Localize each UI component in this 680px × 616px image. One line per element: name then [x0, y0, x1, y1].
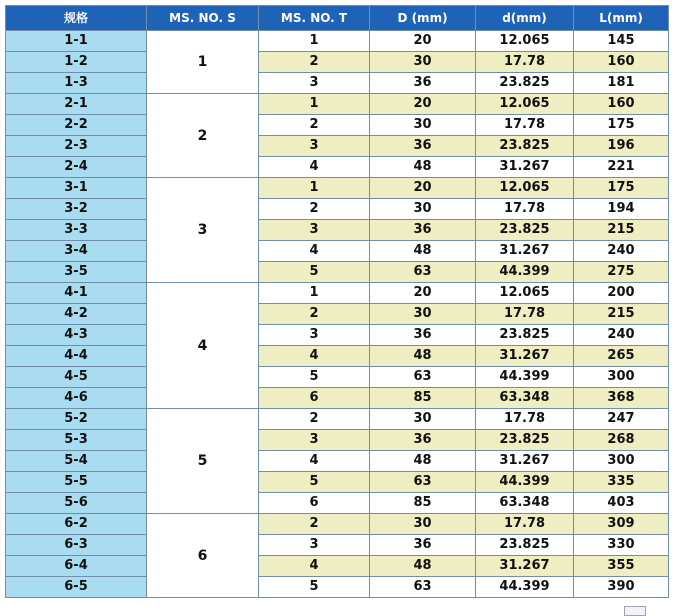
ms-no-t-cell: 6 [259, 388, 370, 409]
inner-diameter-cell: 23.825 [476, 220, 574, 241]
length-cell: 175 [574, 178, 669, 199]
spec-cell: 5-6 [6, 493, 147, 514]
ms-no-t-cell: 4 [259, 556, 370, 577]
spec-cell: 4-2 [6, 304, 147, 325]
table-row [6, 493, 669, 514]
inner-diameter-cell: 23.825 [476, 325, 574, 346]
table-row [6, 535, 669, 556]
inner-diameter-cell: 63.348 [476, 493, 574, 514]
spec-cell: 6-3 [6, 535, 147, 556]
table-body [6, 31, 669, 598]
spec-cell: 5-3 [6, 430, 147, 451]
ms-no-s-cell: 2 [147, 94, 259, 178]
outer-diameter-cell: 63 [370, 367, 476, 388]
outer-diameter-cell: 20 [370, 283, 476, 304]
table-row [6, 178, 669, 199]
ms-no-t-cell: 3 [259, 430, 370, 451]
table-row [6, 451, 669, 472]
inner-diameter-cell: 12.065 [476, 283, 574, 304]
spec-cell: 3-4 [6, 241, 147, 262]
length-cell: 196 [574, 136, 669, 157]
length-cell: 309 [574, 514, 669, 535]
ms-no-t-cell: 2 [259, 514, 370, 535]
spec-cell: 1-2 [6, 52, 147, 73]
spec-cell: 1-1 [6, 31, 147, 52]
length-cell: 368 [574, 388, 669, 409]
table-row [6, 94, 669, 115]
spec-cell: 4-6 [6, 388, 147, 409]
spec-table [5, 5, 669, 598]
spec-cell: 5-4 [6, 451, 147, 472]
length-cell: 247 [574, 409, 669, 430]
header-outer-diameter: D (mm) [370, 6, 476, 31]
inner-diameter-cell: 31.267 [476, 241, 574, 262]
outer-diameter-cell: 36 [370, 430, 476, 451]
ms-no-s-cell: 4 [147, 283, 259, 409]
length-cell: 403 [574, 493, 669, 514]
ms-no-t-cell: 1 [259, 283, 370, 304]
table-row [6, 220, 669, 241]
spec-cell: 2-1 [6, 94, 147, 115]
length-cell: 300 [574, 451, 669, 472]
table-row [6, 199, 669, 220]
inner-diameter-cell: 12.065 [476, 178, 574, 199]
ms-no-t-cell: 2 [259, 304, 370, 325]
length-cell: 265 [574, 346, 669, 367]
table-row [6, 556, 669, 577]
spec-cell: 1-3 [6, 73, 147, 94]
inner-diameter-cell: 31.267 [476, 346, 574, 367]
inner-diameter-cell: 44.399 [476, 262, 574, 283]
length-cell: 160 [574, 94, 669, 115]
length-cell: 330 [574, 535, 669, 556]
inner-diameter-cell: 23.825 [476, 73, 574, 94]
header-inner-diameter: d(mm) [476, 6, 574, 31]
header-ms-no-t: MS. NO. T [259, 6, 370, 31]
spec-cell: 6-4 [6, 556, 147, 577]
ms-no-t-cell: 5 [259, 367, 370, 388]
spec-cell: 4-5 [6, 367, 147, 388]
outer-diameter-cell: 36 [370, 73, 476, 94]
table-row [6, 241, 669, 262]
inner-diameter-cell: 44.399 [476, 367, 574, 388]
length-cell: 160 [574, 52, 669, 73]
length-cell: 240 [574, 241, 669, 262]
outer-diameter-cell: 30 [370, 199, 476, 220]
ms-no-t-cell: 5 [259, 577, 370, 598]
corner-box [624, 606, 646, 616]
spec-cell: 5-2 [6, 409, 147, 430]
length-cell: 335 [574, 472, 669, 493]
outer-diameter-cell: 63 [370, 577, 476, 598]
outer-diameter-cell: 48 [370, 556, 476, 577]
inner-diameter-cell: 17.78 [476, 115, 574, 136]
length-cell: 300 [574, 367, 669, 388]
table-row [6, 409, 669, 430]
spec-cell: 5-5 [6, 472, 147, 493]
inner-diameter-cell: 12.065 [476, 31, 574, 52]
length-cell: 200 [574, 283, 669, 304]
length-cell: 221 [574, 157, 669, 178]
ms-no-t-cell: 5 [259, 262, 370, 283]
inner-diameter-cell: 12.065 [476, 94, 574, 115]
outer-diameter-cell: 30 [370, 115, 476, 136]
table-row [6, 304, 669, 325]
ms-no-s-cell: 3 [147, 178, 259, 283]
table-row [6, 514, 669, 535]
ms-no-t-cell: 3 [259, 220, 370, 241]
length-cell: 215 [574, 304, 669, 325]
outer-diameter-cell: 63 [370, 472, 476, 493]
length-cell: 390 [574, 577, 669, 598]
length-cell: 194 [574, 199, 669, 220]
inner-diameter-cell: 17.78 [476, 199, 574, 220]
spec-cell: 2-3 [6, 136, 147, 157]
header-length: L(mm) [574, 6, 669, 31]
spec-cell: 3-2 [6, 199, 147, 220]
inner-diameter-cell: 44.399 [476, 472, 574, 493]
ms-no-t-cell: 4 [259, 451, 370, 472]
table-row [6, 115, 669, 136]
inner-diameter-cell: 31.267 [476, 556, 574, 577]
outer-diameter-cell: 20 [370, 94, 476, 115]
inner-diameter-cell: 17.78 [476, 52, 574, 73]
outer-diameter-cell: 85 [370, 388, 476, 409]
outer-diameter-cell: 63 [370, 262, 476, 283]
length-cell: 355 [574, 556, 669, 577]
table-row [6, 367, 669, 388]
ms-no-t-cell: 2 [259, 52, 370, 73]
inner-diameter-cell: 17.78 [476, 304, 574, 325]
ms-no-t-cell: 6 [259, 493, 370, 514]
outer-diameter-cell: 48 [370, 451, 476, 472]
length-cell: 268 [574, 430, 669, 451]
ms-no-t-cell: 4 [259, 346, 370, 367]
table-row [6, 73, 669, 94]
outer-diameter-cell: 30 [370, 409, 476, 430]
table-row [6, 136, 669, 157]
ms-no-s-cell: 1 [147, 31, 259, 94]
ms-no-t-cell: 2 [259, 115, 370, 136]
ms-no-t-cell: 2 [259, 409, 370, 430]
outer-diameter-cell: 30 [370, 514, 476, 535]
table-row [6, 472, 669, 493]
inner-diameter-cell: 63.348 [476, 388, 574, 409]
outer-diameter-cell: 30 [370, 304, 476, 325]
ms-no-t-cell: 4 [259, 157, 370, 178]
ms-no-s-cell: 5 [147, 409, 259, 514]
spec-cell: 2-4 [6, 157, 147, 178]
ms-no-t-cell: 5 [259, 472, 370, 493]
table-row [6, 283, 669, 304]
outer-diameter-cell: 20 [370, 178, 476, 199]
inner-diameter-cell: 23.825 [476, 535, 574, 556]
inner-diameter-cell: 17.78 [476, 409, 574, 430]
length-cell: 181 [574, 73, 669, 94]
outer-diameter-cell: 48 [370, 157, 476, 178]
spec-cell: 3-5 [6, 262, 147, 283]
header-spec: 规格 [6, 6, 147, 31]
outer-diameter-cell: 48 [370, 346, 476, 367]
spec-cell: 6-5 [6, 577, 147, 598]
ms-no-t-cell: 2 [259, 199, 370, 220]
outer-diameter-cell: 36 [370, 535, 476, 556]
ms-no-t-cell: 3 [259, 325, 370, 346]
outer-diameter-cell: 48 [370, 241, 476, 262]
table-row [6, 52, 669, 73]
length-cell: 145 [574, 31, 669, 52]
table-row [6, 31, 669, 52]
ms-no-t-cell: 1 [259, 178, 370, 199]
table-row [6, 346, 669, 367]
ms-no-t-cell: 1 [259, 94, 370, 115]
outer-diameter-cell: 20 [370, 31, 476, 52]
length-cell: 275 [574, 262, 669, 283]
ms-no-s-cell: 6 [147, 514, 259, 598]
inner-diameter-cell: 23.825 [476, 136, 574, 157]
table-row [6, 430, 669, 451]
spec-cell: 2-2 [6, 115, 147, 136]
header-ms-no-s: MS. NO. S [147, 6, 259, 31]
spec-cell: 3-3 [6, 220, 147, 241]
inner-diameter-cell: 23.825 [476, 430, 574, 451]
ms-no-t-cell: 1 [259, 31, 370, 52]
spec-cell: 3-1 [6, 178, 147, 199]
table-row [6, 262, 669, 283]
length-cell: 175 [574, 115, 669, 136]
table-row [6, 325, 669, 346]
table-row [6, 388, 669, 409]
table-row [6, 577, 669, 598]
inner-diameter-cell: 17.78 [476, 514, 574, 535]
header-row [6, 6, 669, 31]
outer-diameter-cell: 30 [370, 52, 476, 73]
spec-cell: 4-3 [6, 325, 147, 346]
spec-cell: 4-4 [6, 346, 147, 367]
length-cell: 215 [574, 220, 669, 241]
ms-no-t-cell: 4 [259, 241, 370, 262]
ms-no-t-cell: 3 [259, 535, 370, 556]
outer-diameter-cell: 36 [370, 220, 476, 241]
inner-diameter-cell: 31.267 [476, 451, 574, 472]
outer-diameter-cell: 36 [370, 136, 476, 157]
outer-diameter-cell: 36 [370, 325, 476, 346]
length-cell: 240 [574, 325, 669, 346]
ms-no-t-cell: 3 [259, 136, 370, 157]
ms-no-t-cell: 3 [259, 73, 370, 94]
inner-diameter-cell: 31.267 [476, 157, 574, 178]
outer-diameter-cell: 85 [370, 493, 476, 514]
inner-diameter-cell: 44.399 [476, 577, 574, 598]
table-row [6, 157, 669, 178]
spec-cell: 4-1 [6, 283, 147, 304]
spec-cell: 6-2 [6, 514, 147, 535]
